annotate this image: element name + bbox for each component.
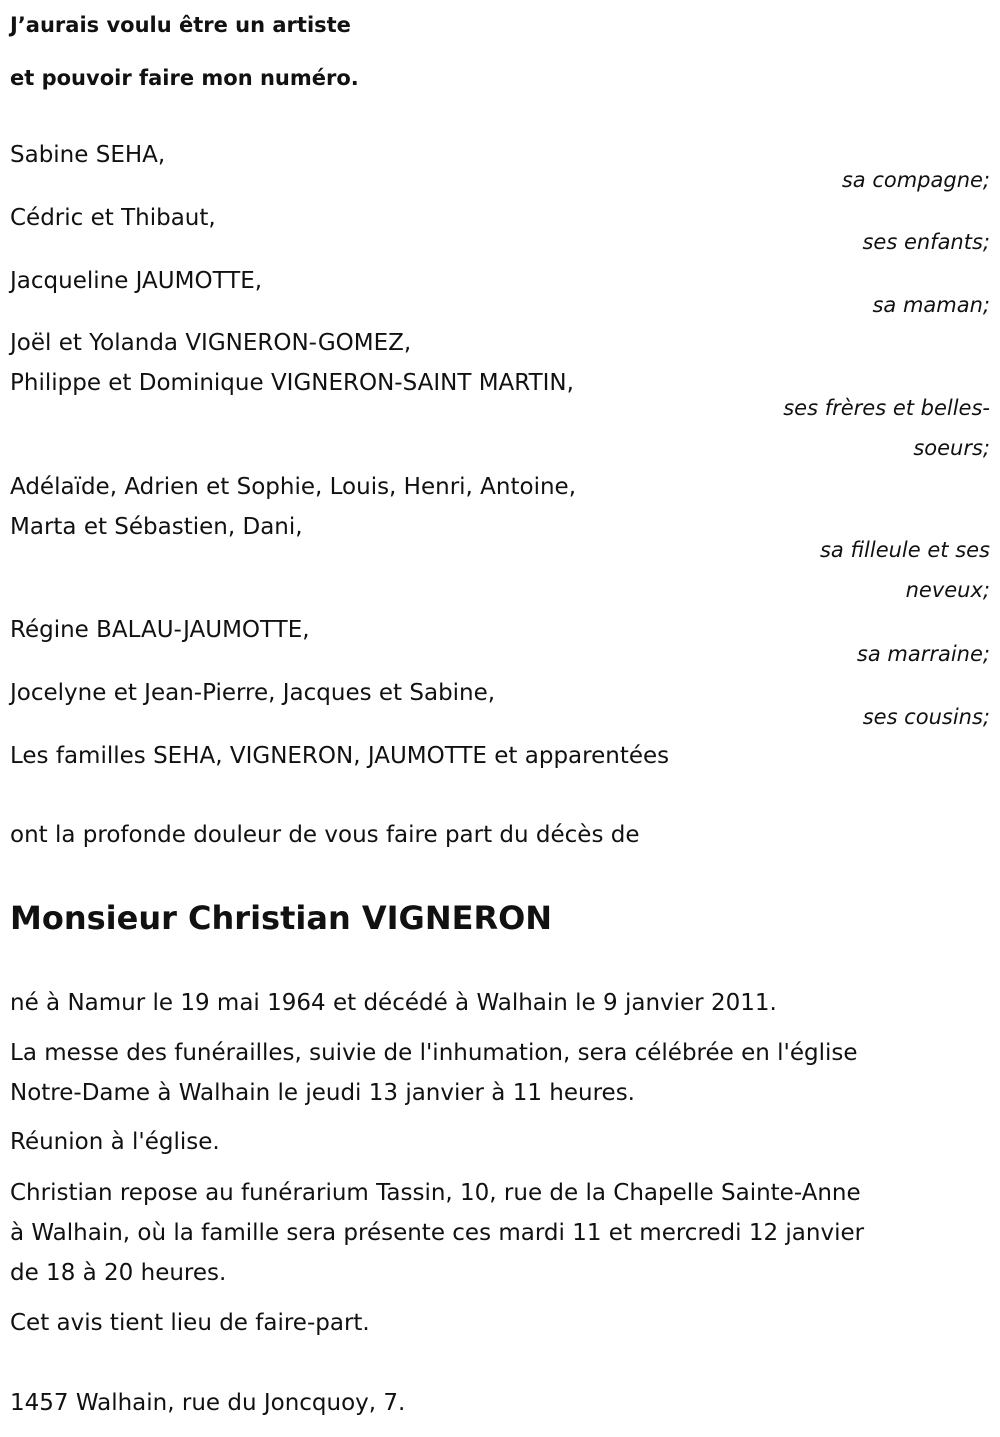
epigraph-line-1: J’aurais voulu être un artiste [10, 13, 351, 37]
family-relation [820, 530, 990, 610]
name-line: Philippe et Dominique VIGNERON-SAINT MARTIN, [10, 370, 574, 396]
family-relation: sa marraine; [856, 642, 990, 666]
relation-line: sa filleule et ses [819, 538, 990, 562]
deceased-name: Monsieur Christian VIGNERON [10, 899, 553, 937]
families-line: Les familles SEHA, VIGNERON, JAUMOTTE et apparentées [10, 743, 670, 769]
text-line: de 18 à 20 heures. [10, 1260, 227, 1286]
address: 1457 Walhain, rue du Joncquoy, 7. [10, 1390, 406, 1416]
family-names: Cédric et Thibaut, [10, 205, 216, 231]
relation-line: soeurs; [913, 436, 990, 460]
family-names: Régine BALAU-JAUMOTTE, [10, 617, 310, 643]
funeral-info [10, 1033, 858, 1113]
text-line: Christian repose au funérarium Tassin, 10, rue de la Chapelle Sainte-Anne [10, 1180, 861, 1206]
family-relation [783, 388, 990, 468]
family-names [10, 467, 576, 547]
family-relation: sa maman; [872, 293, 990, 317]
family-names [10, 323, 574, 403]
birth-death: né à Namur le 19 mai 1964 et décédé à Walhain le 9 janvier 2011. [10, 990, 777, 1016]
text-line: La messe des funérailles, suivie de l'inhumation, sera célébrée en l'église [10, 1040, 858, 1066]
relation-line: neveux; [905, 578, 990, 602]
family-names: Sabine SEHA, [10, 142, 166, 168]
epigraph-line-2: et pouvoir faire mon numéro. [10, 66, 359, 90]
notice: Cet avis tient lieu de faire-part. [10, 1310, 370, 1336]
family-relation: ses enfants; [862, 230, 990, 254]
text-line: Notre-Dame à Walhain le jeudi 13 janvier à 11 heures. [10, 1080, 635, 1106]
announcement: ont la profonde douleur de vous faire part du décès de [10, 822, 640, 848]
meeting-info: Réunion à l'église. [10, 1129, 220, 1155]
family-relation: ses cousins; [862, 705, 990, 729]
name-line: Marta et Sébastien, Dani, [10, 514, 303, 540]
name-line: Adélaïde, Adrien et Sophie, Louis, Henri, Antoine, [10, 474, 577, 500]
viewing-info [10, 1173, 864, 1293]
family-names: Jocelyne et Jean-Pierre, Jacques et Sabine, [10, 680, 496, 706]
name-line: Joël et Yolanda VIGNERON-GOMEZ, [10, 330, 412, 356]
family-names: Jacqueline JAUMOTTE, [10, 268, 263, 294]
family-relation: sa compagne; [841, 168, 990, 192]
relation-line: ses frères et belles- [783, 396, 990, 420]
text-line: à Walhain, où la famille sera présente ces mardi 11 et mercredi 12 janvier [10, 1220, 865, 1246]
